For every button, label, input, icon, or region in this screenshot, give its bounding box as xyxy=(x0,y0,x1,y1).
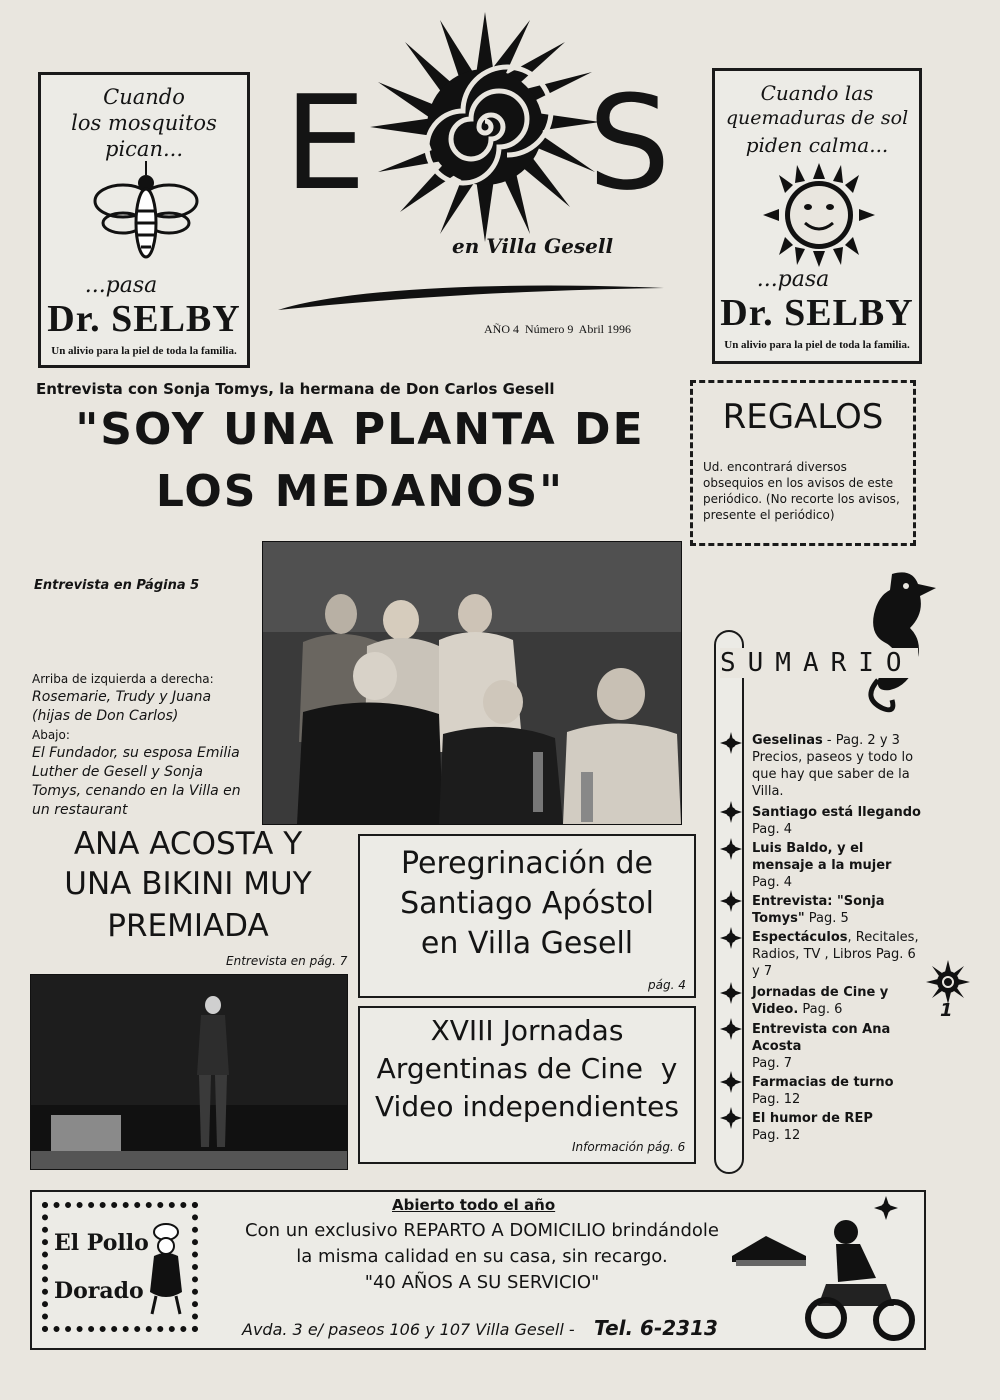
sumario-bullet-icon xyxy=(720,1018,742,1040)
masthead-title-left: E xyxy=(284,67,367,219)
peregrinacion-box xyxy=(358,834,696,998)
ana-headline-2: UNA BIKINI MUY xyxy=(64,866,312,902)
sumario-item-9-title: El humor de REP xyxy=(752,1111,873,1126)
masthead-subtitle: en Villa Gesell xyxy=(452,234,614,258)
gesell-family-photo xyxy=(262,541,682,825)
sumario-bullet-icon xyxy=(720,890,742,912)
caption-text-1: Rosemarie, Trudy y Juana (hijas de Don Carlos) xyxy=(32,689,212,724)
sumario-bullet-icon xyxy=(720,1071,742,1093)
ana-headline-1: ANA ACOSTA Y xyxy=(73,826,303,862)
seahorse-icon xyxy=(862,568,940,716)
smiling-sun-icon xyxy=(763,163,875,267)
jornadas-ref: Información pág. 6 xyxy=(572,1140,686,1154)
ad-left-line2: los mosquitos xyxy=(71,111,217,135)
sumario-item-1[interactable] xyxy=(752,732,924,800)
ad-right-line1: Cuando las xyxy=(760,81,874,105)
sumario-bullet-icon xyxy=(720,801,742,823)
sumario-item-8-title: Farmacias de turno xyxy=(752,1075,894,1090)
lead-ref: Entrevista en Página 5 xyxy=(34,578,200,593)
sumario-item-9-text: Pag. 12 xyxy=(752,1128,801,1143)
sumario-item-2-title: Santiago está llegando xyxy=(752,805,921,820)
ad-left-pasa: ...pasa xyxy=(84,273,158,298)
sumario-bullet-icon xyxy=(720,1107,742,1129)
sumario-item-6-text: Pag. 6 xyxy=(798,1002,843,1017)
sumario-item-7-text: Pag. 7 xyxy=(752,1056,793,1071)
ad-right-line3: piden calma... xyxy=(745,133,889,157)
caption-label-1: Arriba de izquierda a derecha: xyxy=(32,672,214,686)
ad-right-pasa: ...pasa xyxy=(756,267,830,292)
sumario-item-7[interactable] xyxy=(752,1021,924,1072)
sumario-item-7-title: Entrevista con Ana Acosta xyxy=(752,1022,891,1054)
sumario-bullet-icon xyxy=(720,982,742,1004)
pollo-logo-line2: Dorado xyxy=(54,1278,144,1304)
sumario-item-4-title: Entrevista: "Sonja Tomys" xyxy=(752,894,885,926)
sumario-item-3-text: Pag. 4 xyxy=(752,875,793,890)
sumario-item-1-title: Geselinas xyxy=(752,733,823,748)
sun-spiral-logo-icon xyxy=(370,12,600,242)
sumario-item-4[interactable] xyxy=(752,893,924,927)
pollo-logo-line1: El Pollo xyxy=(54,1230,149,1256)
ad-left-line3: pican... xyxy=(105,137,183,161)
ad-left-tagline: Un alivio para la piel de toda la familia. xyxy=(51,345,237,357)
pollo-line3: "40 AÑOS A SU SERVICIO" xyxy=(364,1272,600,1293)
sumario-item-5-title: Espectáculos xyxy=(752,930,848,945)
sumario-bullet-icon xyxy=(720,927,742,949)
masthead-title-right: S xyxy=(588,67,671,219)
jornadas-line2: Argentinas de Cine y xyxy=(376,1052,678,1085)
page-number-sun-icon xyxy=(926,960,970,1004)
lead-headline-2: LOS MEDANOS" xyxy=(155,466,565,517)
pollo-line2: la misma calidad en su casa, sin recargo. xyxy=(296,1246,668,1267)
ana-headline-3: PREMIADA xyxy=(107,908,269,944)
ad-right-tagline: Un alivio para la piel de toda la familia. xyxy=(724,339,910,351)
sumario-bullet-icon xyxy=(720,838,742,860)
sumario-item-4-text: Pag. 5 xyxy=(804,911,849,926)
jornadas-box xyxy=(358,1006,696,1164)
ad-left-line1: Cuando xyxy=(103,85,185,109)
ana-ref: Entrevista en pág. 7 xyxy=(226,954,348,968)
page-number: 1 xyxy=(940,1000,953,1021)
sumario-item-6[interactable] xyxy=(752,984,924,1018)
peregrinacion-ref: pág. 4 xyxy=(648,978,686,992)
peregrinacion-line3: en Villa Gesell xyxy=(420,926,634,961)
caption-text-2: El Fundador, su esposa Emilia Luther de Gesell y Sonja Tomys, cenando en la Villa en un restaurant xyxy=(32,745,241,818)
ana-acosta-stage-photo xyxy=(30,974,348,1170)
regalos-title: REGALOS xyxy=(722,397,884,437)
pollo-dorado-ad xyxy=(30,1190,926,1350)
sumario-item-3[interactable] xyxy=(752,840,924,891)
pollo-address: Avda. 3 e/ paseos 106 y 107 Villa Gesell - xyxy=(242,1320,575,1339)
sumario-item-8-text: Pag. 12 xyxy=(752,1092,801,1107)
regalos-text: Ud. encontrará diversos obsequios en los avisos de este periódico. (No recorte los avisos, presente el periódico) xyxy=(703,460,900,522)
sumario-item-6-title: Jornadas de Cine y Video. xyxy=(752,985,889,1017)
pollo-logo xyxy=(42,1202,198,1332)
sumario-item-9[interactable] xyxy=(752,1110,924,1144)
pollo-tel: Tel. 6-2313 xyxy=(594,1316,718,1340)
sumario-item-5[interactable] xyxy=(752,929,924,980)
issue-line: AÑO 4 Número 9 Abril 1996 xyxy=(484,322,631,336)
ad-right-line2: quemaduras de sol xyxy=(725,107,909,129)
sumario-item-2-text: Pag. 4 xyxy=(752,822,793,837)
sumario-item-5-text: , Recitales, Radios, TV , Libros Pag. 6 y 7 xyxy=(752,930,919,979)
ad-left-brand: Dr. SELBY xyxy=(47,298,241,340)
sumario-item-2[interactable] xyxy=(752,804,924,838)
sumario-item-8[interactable] xyxy=(752,1074,924,1108)
lead-kicker: Entrevista con Sonja Tomys, la hermana de Don Carlos Gesell xyxy=(36,380,555,398)
regalos-box xyxy=(690,380,916,546)
jornadas-line1: XVIII Jornadas xyxy=(430,1014,624,1047)
ad-selby-sol xyxy=(712,68,922,364)
masthead-swoosh xyxy=(274,278,666,318)
peregrinacion-line1: Peregrinación de xyxy=(401,846,653,881)
delivery-motorcycle-icon xyxy=(726,1196,922,1346)
sumario-bullet-icon xyxy=(720,732,742,754)
sumario-item-1-text: - Pag. 2 y 3 Precios, paseos y todo lo que hay que saber de la Villa. xyxy=(752,733,914,799)
jornadas-line3: Video independientes xyxy=(375,1090,679,1123)
masthead xyxy=(270,12,700,342)
pollo-line1: Con un exclusivo REPARTO A DOMICILIO brindándole xyxy=(244,1220,719,1241)
pollo-open: Abierto todo el año xyxy=(392,1196,556,1214)
sumario-item-3-title: Luis Baldo, y el mensaje a la mujer xyxy=(752,841,892,873)
ad-right-brand: Dr. SELBY xyxy=(720,292,914,334)
ad-selby-mosquitos xyxy=(38,72,250,368)
lead-headline-1: "SOY UNA PLANTA DE xyxy=(75,404,645,455)
mosquito-icon xyxy=(81,161,211,271)
chef-chicken-icon xyxy=(144,1222,188,1318)
caption-label-2: Abajo: xyxy=(32,728,70,742)
peregrinacion-line2: Santiago Apóstol xyxy=(400,886,654,921)
sumario-title: SUMARIO xyxy=(720,648,918,678)
